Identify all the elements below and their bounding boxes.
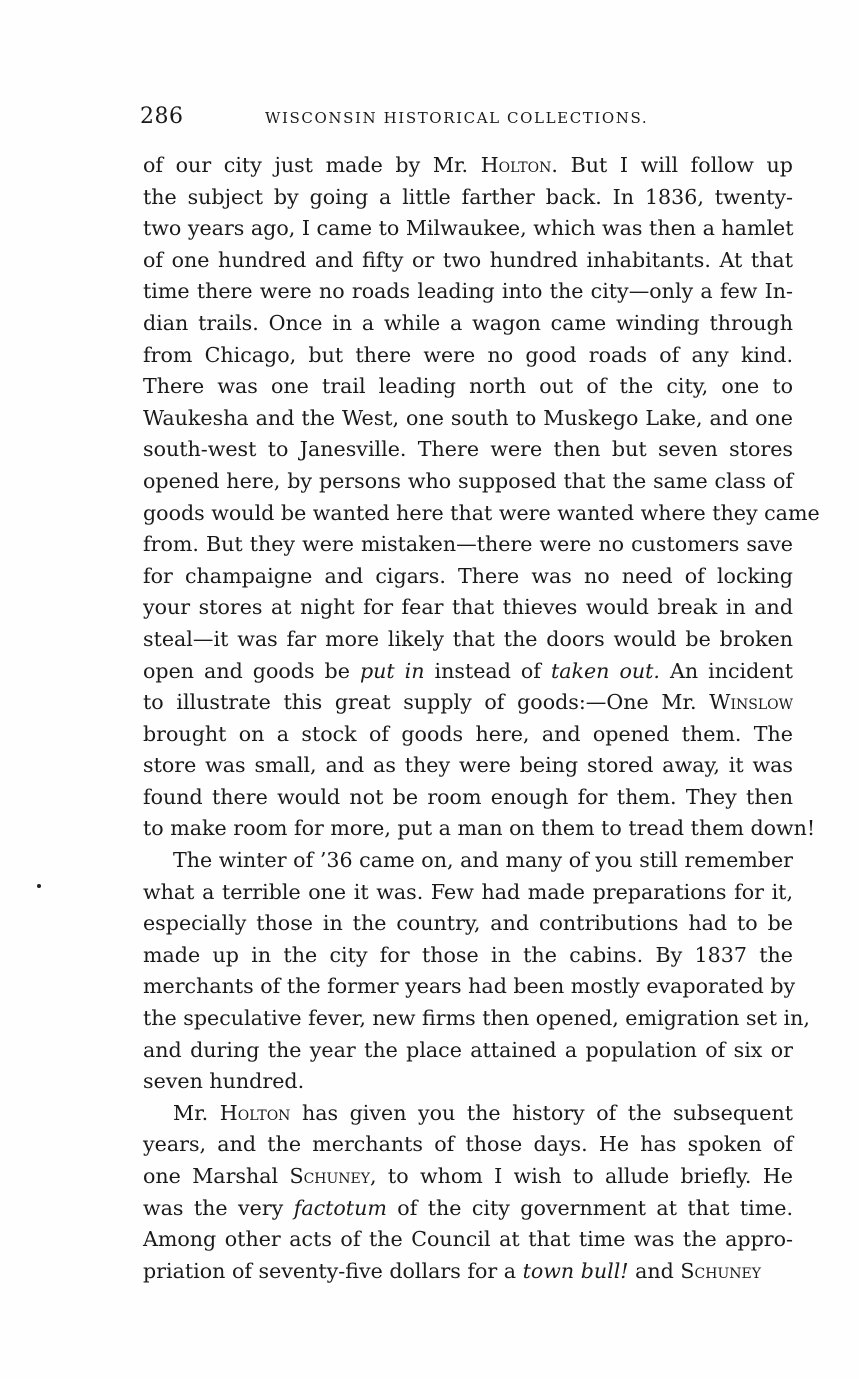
text-line: [143, 213, 793, 245]
text-run: what a terrible one it was. Few had made preparations for it,: [143, 879, 793, 904]
text-run: dian trails. Once in a while a wagon came winding through: [143, 310, 793, 335]
text-line: [143, 750, 793, 782]
italic-emphasis: town bull!: [522, 1258, 629, 1283]
text-run: Among other acts of the Council at that time was the appro-: [143, 1227, 793, 1252]
text-line: [143, 308, 793, 340]
text-line: [143, 1161, 793, 1193]
text-line: [143, 687, 793, 719]
text-line: [143, 845, 793, 877]
body-text: [143, 150, 820, 1287]
page-header: [140, 104, 660, 134]
text-run: open and goods be: [143, 658, 360, 683]
text-line: [143, 434, 793, 466]
text-line: [143, 529, 793, 561]
text-line: [143, 719, 793, 751]
small-caps-name: Holton: [219, 1100, 291, 1125]
text-run: Mr.: [173, 1100, 220, 1125]
text-run: , to whom I wish to allude briefly. He: [370, 1164, 793, 1188]
text-line: [143, 466, 793, 498]
text-run: two years ago, I came to Milwaukee, which was then a hamlet: [143, 216, 794, 241]
text-run: instead of: [424, 658, 551, 683]
text-run: An incident: [659, 658, 794, 683]
text-line: [143, 624, 793, 656]
text-line: [143, 1129, 793, 1161]
italic-emphasis: taken out.: [550, 658, 660, 683]
italic-emphasis: put in: [359, 658, 425, 683]
text-run: and during the year the place attained a population of six or: [143, 1037, 793, 1062]
text-line: [143, 561, 793, 593]
text-line: [143, 813, 816, 845]
text-run: opened here, by persons who supposed that the same class of: [143, 468, 793, 493]
text-run: of our city just made by Mr.: [143, 153, 481, 177]
text-line: [143, 1098, 793, 1130]
text-run: years, and the merchants of those days. He has spoken of: [143, 1132, 793, 1157]
text-run: found there would not be room enough for them. They then: [143, 784, 793, 809]
text-line: [143, 371, 793, 403]
text-line: [143, 340, 793, 372]
page-number: 286: [140, 104, 184, 129]
text-line: [143, 150, 793, 182]
text-run: the subject by going a little farther back. In 1836, twenty-: [143, 184, 793, 209]
text-run: was the very: [143, 1195, 294, 1220]
text-run: and: [628, 1258, 681, 1283]
print-speck: [37, 884, 41, 888]
text-run: steal—it was far more likely that the doors would be broken: [143, 626, 793, 651]
small-caps-name: Schuney: [289, 1164, 371, 1188]
text-run: . But I will follow up: [551, 153, 793, 177]
text-run: south-west to Janesville. There were then but seven stores: [143, 437, 793, 462]
text-run: for champaigne and cigars. There was no need of locking: [143, 563, 793, 588]
text-run: merchants of the former years had been mostly evaporated by: [143, 974, 796, 999]
text-line: [143, 1066, 793, 1098]
text-run: especially those in the country, and contributions had to be: [143, 911, 793, 936]
text-run: from. But they were mistaken—there were no customers save: [143, 532, 793, 557]
small-caps-name: Winslow: [709, 690, 793, 715]
text-run: brought on a stock of goods here, and opened them. The: [143, 721, 793, 746]
text-line: [143, 1035, 793, 1067]
text-line: [143, 245, 793, 277]
small-caps-name: Holton: [480, 153, 552, 177]
text-run: your stores at night for fear that thieves would break in and: [143, 595, 793, 620]
text-line: [143, 182, 793, 214]
text-line: [143, 592, 793, 624]
text-line: [143, 1193, 793, 1225]
text-line: [143, 940, 793, 972]
text-run: time there were no roads leading into the city—only a few In-: [143, 279, 793, 304]
text-run: to illustrate this great supply of goods:—One Mr.: [143, 690, 710, 715]
text-line: [143, 877, 793, 909]
text-run: of the city government at that time.: [386, 1195, 793, 1220]
text-run: the speculative fever, new firms then opened, emigration set in,: [143, 1006, 810, 1031]
text-run: from Chicago, but there were no good roads of any kind.: [143, 342, 793, 367]
text-run: goods would be wanted here that were wanted where they came: [143, 500, 820, 525]
text-line: [143, 1003, 810, 1035]
text-line: [143, 656, 793, 688]
text-line: [143, 276, 793, 308]
text-run: store was small, and as they were being stored away, it was: [143, 753, 793, 778]
text-line: [143, 403, 793, 435]
text-run: made up in the city for those in the cabins. By 1837 the: [143, 942, 793, 967]
text-line: [143, 1224, 793, 1256]
small-caps-name: Schuney: [680, 1258, 761, 1283]
text-line: [143, 1256, 793, 1288]
text-run: to make room for more, put a man on them to tread them down!: [143, 816, 816, 841]
text-run: one Marshal: [143, 1164, 290, 1188]
running-head: WISCONSIN HISTORICAL COLLECTIONS.: [265, 109, 649, 127]
text-run: seven hundred.: [143, 1069, 305, 1094]
text-run: The winter of ’36 came on, and many of you still remember: [173, 848, 793, 873]
text-line: [143, 971, 796, 1003]
text-run: of one hundred and fifty or two hundred inhabitants. At that: [143, 247, 793, 272]
text-run: priation of seventy-five dollars for a: [143, 1258, 523, 1283]
text-run: There was one trail leading north out of the city, one to: [143, 374, 793, 399]
text-line: [143, 498, 820, 530]
text-run: has given you the history of the subsequent: [290, 1100, 793, 1125]
text-line: [143, 908, 793, 940]
text-run: Waukesha and the West, one south to Muskego Lake, and one: [143, 405, 793, 430]
italic-emphasis: factotum: [293, 1195, 387, 1220]
text-line: [143, 782, 793, 814]
